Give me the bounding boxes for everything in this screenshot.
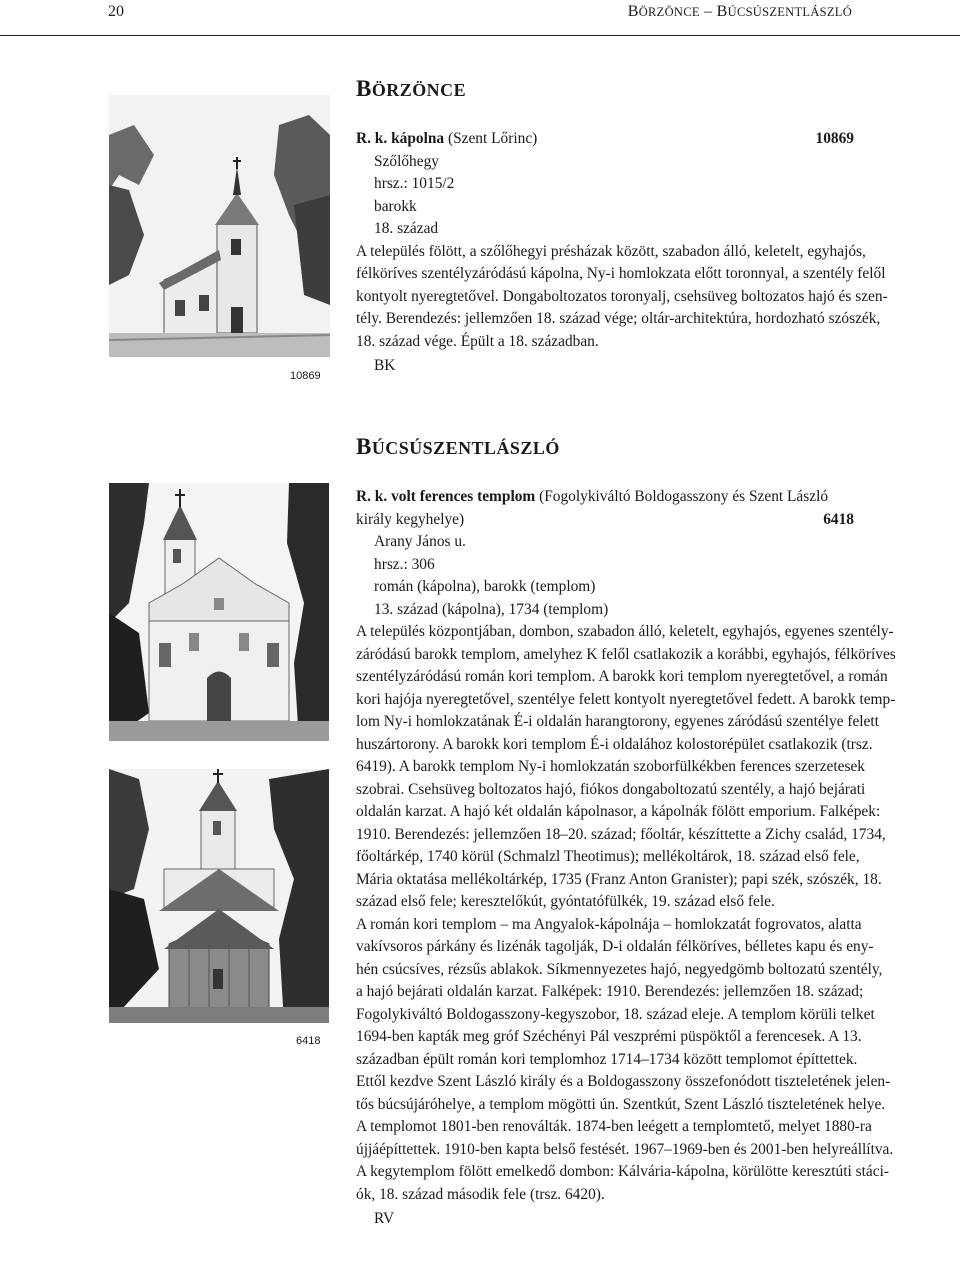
field-style: barokk <box>374 197 417 215</box>
text-line: 1910. Berendezés: jellemzően 18–20. század; főoltár, készíttette a Zichy család, 1734, <box>356 825 886 843</box>
text-line: Mária oktatása mellékoltárkép, 1735 (Franz Anton Granister); papi szék, szószék, 18. <box>356 870 882 888</box>
text-line: A román kori templom – ma Angyalok-kápolnája – homlokzatát fogrovatos, alatta <box>356 915 862 933</box>
church-photo-apse <box>109 769 329 1023</box>
text-line: záródású barokk templom, amelyhez K felől csatlakozik a korábbi, egyhajós, félköríves <box>356 645 896 663</box>
text-line: kori hajója nyeregtetővel, szentélye felett kontyolt nyeregtetővel fedett. A barokk temp- <box>356 690 896 708</box>
entry-bucsuszentlaszlo <box>356 486 896 1231</box>
text-line: században épült román kori templomhoz 1714–1734 között templomot építtettek. <box>356 1050 858 1068</box>
object-name: R. k. kápolna <box>356 130 445 147</box>
text-line: század első fele; keresztelőkút, gyóntatófülkék, 19. század első fele. <box>356 893 775 910</box>
text-line: A település központjában, dombon, szabadon álló, keletelt, egyhajós, egyenes szentély- <box>356 623 894 640</box>
text-line: tély. Berendezés: jellemzően 18. század vége; oltár-architektúra, hordozható szószék, <box>356 310 881 327</box>
object-name: R. k. volt ferences templom <box>356 488 536 505</box>
text-line: szobrai. Csehsüveg boltozatos hajó, fiókos dongaboltozatú szentély, a hajó bejárati <box>356 780 866 798</box>
text-line: 6419). A barokk templom Ny-i homlokzatán szoborfülkékben ferences szerzetesek <box>356 758 866 775</box>
text-line: A kegytemplom fölött emelkedő dombon: Kálvária-kápolna, körülötte keresztúti stáci- <box>356 1163 889 1180</box>
object-id: 10869 <box>815 130 854 147</box>
church-photo-facade <box>109 483 329 741</box>
text-line: huszártorony. A barokk kori templom É-i oldalához kolostorépület csatlakozik (trsz. <box>356 735 873 753</box>
text-line: újjáépíttettek. 1910-ben kapta belső festését. 1967–1969-ben és 2001-ben helyreállítva. <box>356 1140 894 1158</box>
photo-caption-6418: 6418 <box>296 1035 321 1047</box>
field-parcel: hrsz.: 1015/2 <box>374 175 455 192</box>
text-line: ók, 18. század második fele (trsz. 6420). <box>356 1185 605 1203</box>
entry-heading-line2 <box>356 509 854 532</box>
running-head: BÖRZÖNCE – BÚCSÚSZENTLÁSZLÓ <box>627 3 852 20</box>
description-paragraph <box>356 621 896 914</box>
field-parcel: hrsz.: 306 <box>374 555 435 573</box>
object-dedication: (Fogolykiváltó Boldogasszony és Szent László <box>535 488 829 505</box>
section-title-borzonce: BÖRZÖNCE <box>356 76 467 101</box>
text-line: kontyolt nyeregtetővel. Dongaboltozatos toronyalj, csehsüveg boltozatos hajó és szen- <box>356 287 888 305</box>
text-line: 1694-ben kapták meg gróf Széchényi Pál veszprémi püspöktől a ferencesek. A 13. <box>356 1028 862 1045</box>
text-line: a hajó bejárati oldalán karzat. Falképek: 1910. Berendezés: jellemzően 18. század; <box>356 983 864 1000</box>
field-style: román (kápolna), barokk (templom) <box>374 578 596 595</box>
author-signature: RV <box>374 1210 395 1227</box>
text-line: oldalán karzat. A hajó két oldalán kápolnasor, a kápolnák fölött emporium. Falképek: <box>356 803 881 820</box>
header-rule <box>0 35 960 36</box>
text-line: szentélyzáródású román kori templom. A barokk kori templom nyeregtetővel, a román <box>356 668 888 685</box>
text-line: tős búcsújáróhelye, a templom mögötti ún. Szentkút, Szent László tiszteletének helye. <box>356 1095 886 1113</box>
text-line: vakívsoros párkány és lizénák tagolják, D-i oldalán félköríves, bélletes kapu és eny- <box>356 938 874 955</box>
photo-caption-10869: 10869 <box>290 370 321 382</box>
text-line: A település fölött, a szőlőhegyi présházak között, szabadon álló, keletelt, egyhajós, <box>356 242 866 260</box>
field-location: Arany János u. <box>374 533 466 550</box>
field-location: Szőlőhegy <box>374 152 439 170</box>
text-line: félköríves szentélyzáródású kápolna, Ny-i homlokzata előtt toronnyal, a szentély felől <box>356 265 886 282</box>
text-line: főoltárkép, 1740 körül (Schmalzl Theotimus); mellékoltárok, 18. század első fele, <box>356 848 860 865</box>
text-line: lom Ny-i homlokzatának É-i oldalán harangtorony, egyenes záródású szentélye felett <box>356 713 879 730</box>
page-number: 20 <box>108 3 124 20</box>
field-date: 18. század <box>374 220 439 237</box>
entry-heading <box>356 486 854 509</box>
page-header <box>0 0 960 36</box>
object-id: 6418 <box>823 510 854 528</box>
object-dedication: (Szent Lőrinc) <box>444 130 538 147</box>
text-line: A templomot 1801-ben renoválták. 1874-ben leégett a templomtető, melyet 1880-ra <box>356 1118 872 1135</box>
text-line: 18. század vége. Épült a 18. században. <box>356 332 599 350</box>
text-line: hén csúcsíves, rézsűs ablakok. Síkmennyezetes hajó, negyedgömb boltozatú szentély, <box>356 960 883 978</box>
section-title-bucsuszentlaszlo: BÚCSÚSZENTLÁSZLÓ <box>356 434 560 459</box>
history-paragraph <box>356 914 894 1207</box>
chapel-photo <box>109 95 330 357</box>
object-dedication-cont: király kegyhelye) <box>356 510 465 528</box>
description-paragraph <box>356 241 888 354</box>
field-date: 13. század (kápolna), 1734 (templom) <box>374 600 609 618</box>
entry-borzonce <box>356 128 888 378</box>
entry-heading <box>356 128 854 151</box>
author-signature: BK <box>374 357 396 374</box>
text-line: Ettől kezdve Szent László király és a Boldogasszony összefonódott tiszteletének jelen- <box>356 1073 891 1090</box>
text-line: Fogolykiváltó Boldogasszony-kegyszobor, 18. század eleje. A templom körüli telket <box>356 1005 875 1023</box>
